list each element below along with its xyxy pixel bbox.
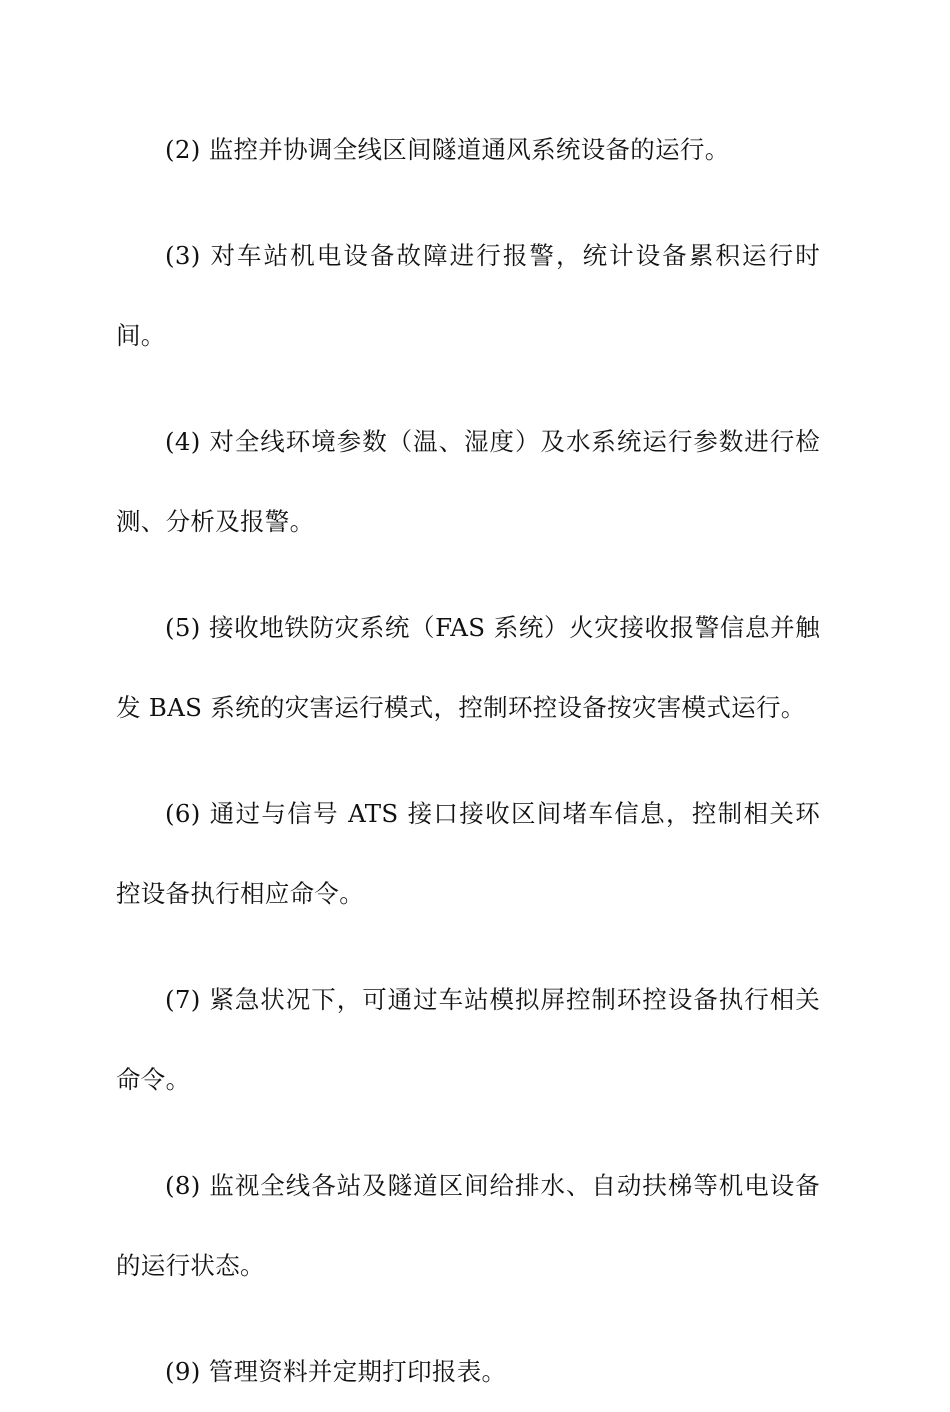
document-body xyxy=(116,110,820,1412)
paragraph-item-5: (5) 接收地铁防灾系统（FAS 系统）火灾接收报警信息并触发 BAS 系统的灾害运行模式，控制环控设备按灾害模式运行。 xyxy=(116,613,820,722)
paragraph-item-8: (8) 监视全线各站及隧道区间给排水、自动扶梯等机电设备的运行状态。 xyxy=(116,1171,820,1280)
paragraph-item-7: (7) 紧急状况下，可通过车站模拟屏控制环控设备执行相关命令。 xyxy=(116,985,820,1094)
paragraph-item-3: (3) 对车站机电设备故障进行报警，统计设备累积运行时间。 xyxy=(116,241,820,350)
paragraph-item-4: (4) 对全线环境参数（温、湿度）及水系统运行参数进行检测、分析及报警。 xyxy=(116,427,820,536)
paragraph-item-2: (2) 监控并协调全线区间隧道通风系统设备的运行。 xyxy=(165,135,730,164)
paragraph-item-9: (9) 管理资料并定期打印报表。 xyxy=(165,1357,507,1386)
paragraph-item-6: (6) 通过与信号 ATS 接口接收区间堵车信息，控制相关环控设备执行相应命令。 xyxy=(116,799,820,908)
